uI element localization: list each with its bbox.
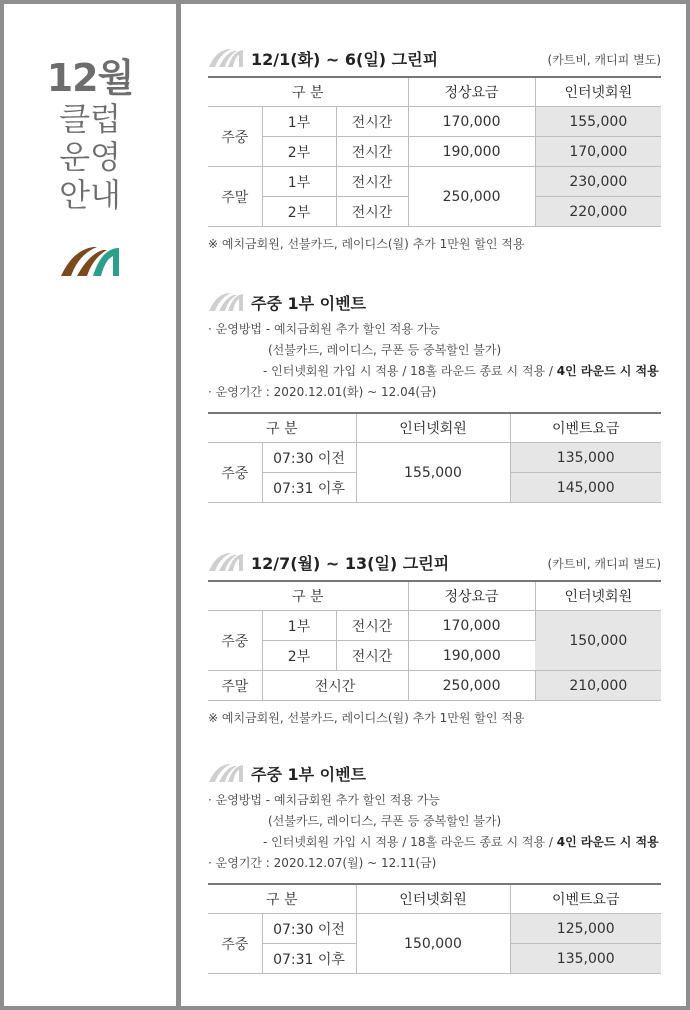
header-category: 구 분 — [208, 413, 356, 443]
part-cell: 2부 — [262, 641, 336, 671]
group-cell: 주중 — [208, 611, 262, 671]
table-row — [208, 107, 661, 137]
event-conditions-bold: 4인 라운드 시 적용 — [556, 835, 659, 849]
group-cell: 주말 — [208, 167, 262, 227]
group-cell: 주중 — [208, 107, 262, 167]
header-category: 구 분 — [208, 581, 408, 611]
header-member: 인터넷회원 — [356, 413, 510, 443]
member-price-cell: 155,000 — [535, 107, 661, 137]
group-cell: 주중 — [208, 443, 262, 503]
price-note: (카트비, 캐디피 별도) — [547, 53, 661, 67]
sidebar-line-guide: 안내 — [59, 176, 121, 214]
section-event-1 — [208, 290, 661, 503]
event-table — [208, 883, 661, 974]
part-cell: 1부 — [262, 107, 336, 137]
regular-price-cell: 250,000 — [408, 671, 535, 701]
member-price-cell: 150,000 — [356, 914, 510, 974]
event-conditions-bold: 4인 라운드 시 적용 — [556, 364, 659, 378]
event-period: · 운영기간 : 2020.12.07(월) ~ 12.11(금) — [208, 856, 437, 870]
club-logo-icon — [208, 48, 244, 68]
event-details — [208, 790, 661, 874]
time-cell: 전시간 — [336, 137, 408, 167]
table-row — [208, 167, 661, 197]
part-cell: 1부 — [262, 167, 336, 197]
club-logo-icon — [4, 244, 176, 282]
table-row — [208, 671, 661, 701]
table-header-row — [208, 884, 661, 914]
time-cell: 전시간 — [336, 107, 408, 137]
section-greenfee-2 — [208, 550, 661, 726]
greenfee-table — [208, 76, 661, 227]
event-title: 주중 1부 이벤트 — [251, 294, 367, 313]
regular-price-cell: 170,000 — [408, 107, 535, 137]
table-row — [208, 914, 661, 944]
time-cell: 07:30 이전 — [262, 914, 356, 944]
time-cell: 전시간 — [336, 641, 408, 671]
time-cell: 전시간 — [336, 167, 408, 197]
event-restriction: (선불카드, 레이디스, 쿠폰 등 중복할인 불가) — [268, 814, 502, 828]
header-event-price: 이벤트요금 — [510, 884, 661, 914]
table-header-row — [208, 581, 661, 611]
event-conditions-text: - 인터넷회원 가입 시 적용 / 18홀 라운드 종료 시 적용 / — [263, 364, 557, 378]
header-event-price: 이벤트요금 — [510, 413, 661, 443]
header-member: 인터넷회원 — [535, 77, 661, 107]
event-table — [208, 412, 661, 503]
table-row — [208, 137, 661, 167]
section-title: 12/1(화) ~ 6(일) 그린피 — [251, 50, 439, 69]
time-cell: 전시간 — [262, 671, 408, 701]
group-cell: 주중 — [208, 914, 262, 974]
event-period: · 운영기간 : 2020.12.01(화) ~ 12.04(금) — [208, 385, 437, 399]
sidebar-line-operation: 운영 — [59, 138, 121, 176]
discount-footnote: ※ 예치금회원, 선불카드, 레이디스(월) 추가 1만원 할인 적용 — [208, 711, 525, 725]
sidebar — [4, 4, 176, 1006]
event-conditions-text: - 인터넷회원 가입 시 적용 / 18홀 라운드 종료 시 적용 / — [263, 835, 557, 849]
member-price-cell: 155,000 — [356, 443, 510, 503]
section-greenfee-1 — [208, 46, 661, 252]
member-price-cell: 170,000 — [535, 137, 661, 167]
event-method: · 운영방법 - 예치금회원 추가 할인 적용 가능 — [208, 793, 440, 807]
member-price-cell: 210,000 — [535, 671, 661, 701]
regular-price-cell: 190,000 — [408, 641, 535, 671]
part-cell: 2부 — [262, 197, 336, 227]
club-logo-icon — [208, 763, 244, 783]
regular-price-cell: 250,000 — [408, 167, 535, 227]
header-member: 인터넷회원 — [356, 884, 510, 914]
member-price-cell: 150,000 — [535, 611, 661, 671]
event-details — [208, 319, 661, 403]
event-price-cell: 135,000 — [510, 944, 661, 974]
discount-footnote: ※ 예치금회원, 선불카드, 레이디스(월) 추가 1만원 할인 적용 — [208, 237, 525, 251]
regular-price-cell: 190,000 — [408, 137, 535, 167]
price-note: (카트비, 캐디피 별도) — [547, 557, 661, 571]
header-regular: 정상요금 — [408, 581, 535, 611]
time-cell: 07:30 이전 — [262, 443, 356, 473]
sidebar-line-club: 클럽 — [59, 100, 121, 138]
section-title: 12/7(월) ~ 13(일) 그린피 — [251, 554, 450, 573]
time-cell: 07:31 이후 — [262, 944, 356, 974]
event-price-cell: 125,000 — [510, 914, 661, 944]
section-header — [208, 290, 661, 316]
event-conditions — [208, 832, 661, 853]
time-cell: 전시간 — [336, 197, 408, 227]
header-category: 구 분 — [208, 77, 408, 107]
time-cell: 전시간 — [336, 611, 408, 641]
club-logo-icon — [208, 552, 244, 572]
section-event-2 — [208, 761, 661, 974]
table-header-row — [208, 413, 661, 443]
section-header — [208, 550, 661, 576]
header-member: 인터넷회원 — [535, 581, 661, 611]
regular-price-cell: 170,000 — [408, 611, 535, 641]
section-header — [208, 761, 661, 787]
header-category: 구 분 — [208, 884, 356, 914]
table-header-row — [208, 77, 661, 107]
part-cell: 1부 — [262, 611, 336, 641]
group-cell: 주말 — [208, 671, 262, 701]
event-conditions — [208, 361, 661, 382]
club-logo-icon — [208, 292, 244, 312]
event-price-cell: 135,000 — [510, 443, 661, 473]
event-restriction: (선불카드, 레이디스, 쿠폰 등 중복할인 불가) — [268, 343, 502, 357]
month-title: 12월 — [46, 56, 134, 100]
member-price-cell: 230,000 — [535, 167, 661, 197]
table-row — [208, 611, 661, 641]
section-header — [208, 46, 661, 72]
time-cell: 07:31 이후 — [262, 473, 356, 503]
member-price-cell: 220,000 — [535, 197, 661, 227]
event-price-cell: 145,000 — [510, 473, 661, 503]
event-title: 주중 1부 이벤트 — [251, 765, 367, 784]
header-regular: 정상요금 — [408, 77, 535, 107]
main-content — [181, 4, 686, 1006]
table-row — [208, 443, 661, 473]
part-cell: 2부 — [262, 137, 336, 167]
greenfee-table — [208, 580, 661, 701]
event-method: · 운영방법 - 예치금회원 추가 할인 적용 가능 — [208, 322, 440, 336]
